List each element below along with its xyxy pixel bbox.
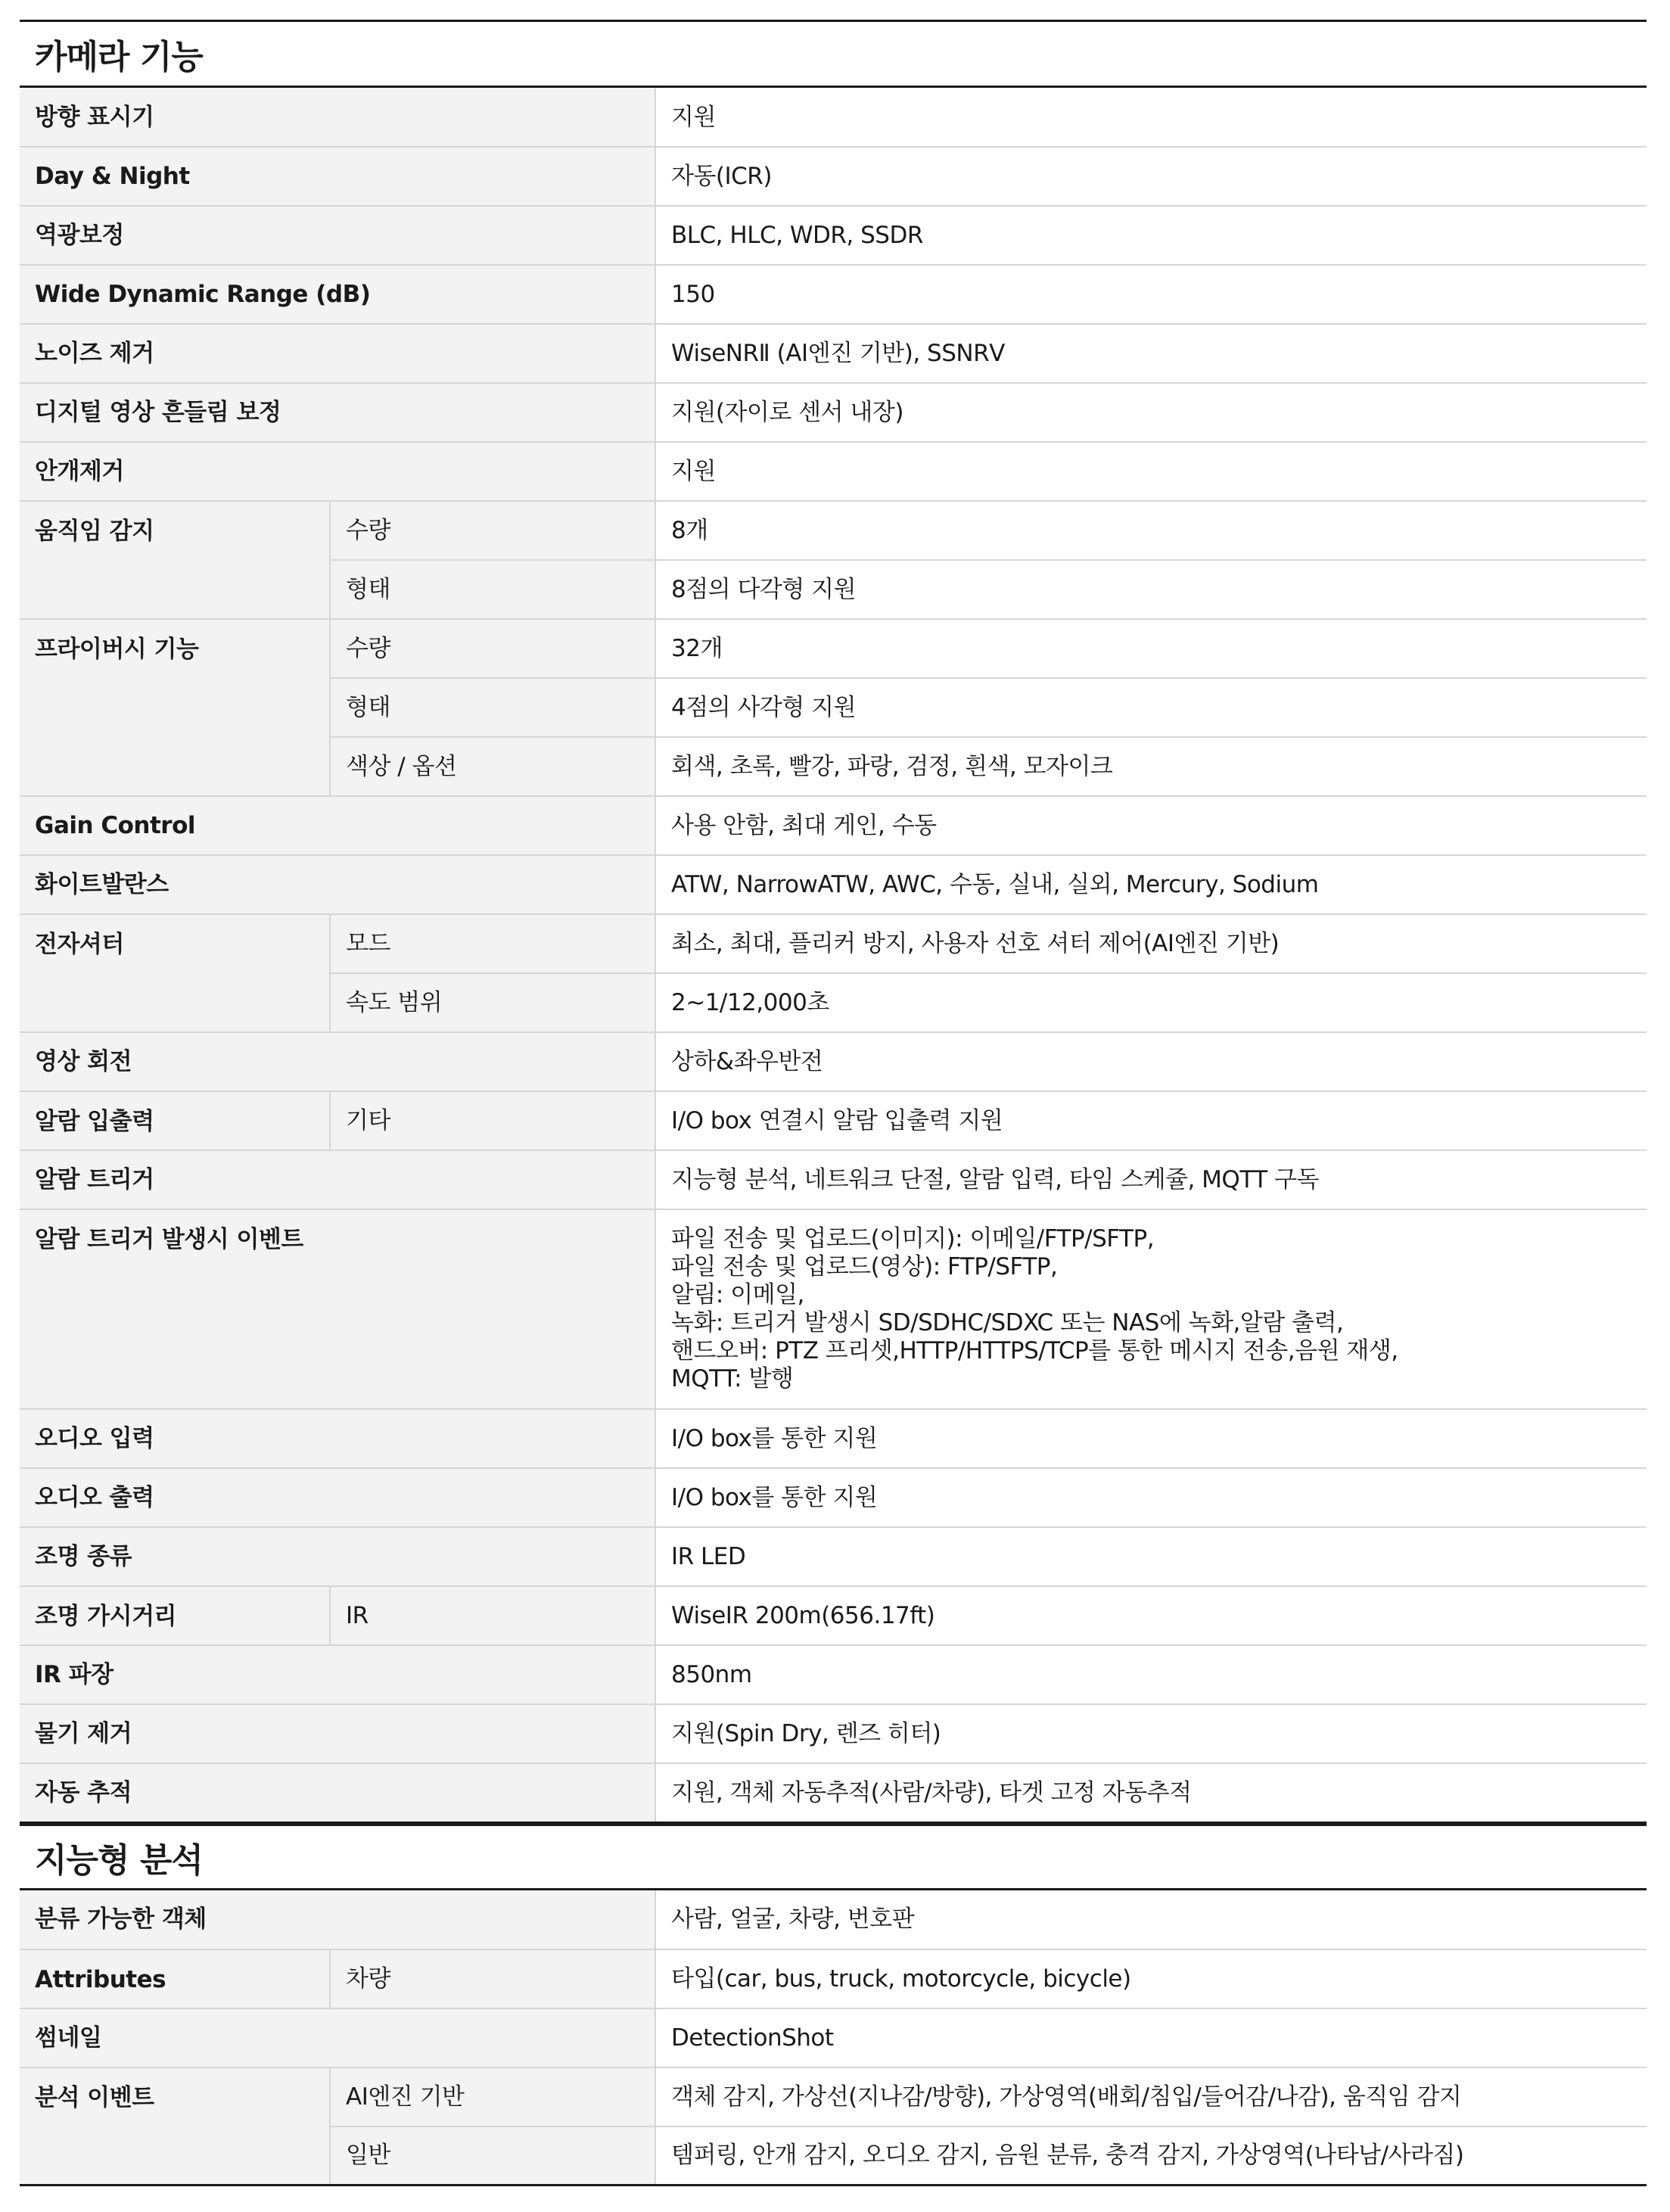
spec-label: 프라이버시 기능 [20, 619, 330, 796]
spec-value: 지원 [655, 442, 1647, 501]
spec-value: I/O box를 통한 지원 [655, 1468, 1647, 1527]
table-row [20, 619, 1647, 678]
table-row [20, 206, 1647, 265]
table-row [20, 1586, 1647, 1645]
table-row [20, 2067, 1647, 2126]
spec-table [20, 1890, 1647, 2187]
spec-sub-label: 색상 / 옵션 [330, 737, 655, 796]
spec-value: 상하&좌우반전 [655, 1032, 1647, 1091]
spec-label: 방향 표시기 [20, 88, 655, 147]
spec-sub-label: 형태 [330, 678, 655, 737]
spec-value-line: 파일 전송 및 업로드(이미지): 이메일/FTP/SFTP, [671, 1225, 1155, 1252]
spec-label: Day & Night [20, 147, 655, 206]
table-row [20, 1150, 1647, 1209]
table-row [20, 265, 1647, 324]
table-row [20, 1704, 1647, 1763]
spec-value: 32개 [655, 619, 1647, 678]
spec-sub-label: 수량 [330, 501, 655, 560]
spec-table [20, 88, 1647, 1824]
spec-sub-label: 기타 [330, 1091, 655, 1150]
spec-value: 객체 감지, 가상선(지나감/방향), 가상영역(배회/침입/들어감/나감), 움직임 감지 [655, 2067, 1647, 2126]
table-row [20, 501, 1647, 560]
spec-sub-label: 모드 [330, 914, 655, 973]
spec-label: 알람 트리거 [20, 1150, 655, 1209]
spec-label: 조명 가시거리 [20, 1586, 330, 1645]
spec-label: 분류 가능한 객체 [20, 1890, 655, 1949]
spec-label: 영상 회전 [20, 1032, 655, 1091]
spec-value-line: MQTT: 발행 [671, 1365, 794, 1392]
spec-sheet [20, 20, 1647, 2186]
table-row [20, 1763, 1647, 1822]
spec-value: BLC, HLC, WDR, SSDR [655, 206, 1647, 265]
spec-label: 알람 트리거 발생시 이벤트 [20, 1209, 655, 1409]
table-row [20, 1091, 1647, 1150]
spec-label: 알람 입출력 [20, 1091, 330, 1150]
spec-value: IR LED [655, 1527, 1647, 1586]
spec-sub-label: 형태 [330, 560, 655, 619]
table-row [20, 442, 1647, 501]
table-row [20, 1527, 1647, 1586]
spec-sub-label: 수량 [330, 619, 655, 678]
spec-label: Attributes [20, 1949, 330, 2008]
spec-value: 150 [655, 265, 1647, 324]
spec-value: I/O box 연결시 알람 입출력 지원 [655, 1091, 1647, 1150]
spec-label: 조명 종류 [20, 1527, 655, 1586]
spec-value: I/O box를 통한 지원 [655, 1409, 1647, 1468]
spec-value: 템퍼링, 안개 감지, 오디오 감지, 음원 분류, 충격 감지, 가상영역(나타남/사라짐) [655, 2126, 1647, 2186]
table-row [20, 855, 1647, 914]
spec-value: 지원, 객체 자동추적(사람/차량), 타겟 고정 자동추적 [655, 1763, 1647, 1822]
spec-value: 4점의 사각형 지원 [655, 678, 1647, 737]
table-row [20, 1209, 1647, 1409]
table-row [20, 1645, 1647, 1704]
spec-value: 자동(ICR) [655, 147, 1647, 206]
spec-value: 지능형 분석, 네트워크 단절, 알람 입력, 타임 스케쥴, MQTT 구독 [655, 1150, 1647, 1209]
spec-sub-label: 차량 [330, 1949, 655, 2008]
spec-value-line: 파일 전송 및 업로드(영상): FTP/SFTP, [671, 1253, 1058, 1280]
spec-value [655, 1209, 1647, 1409]
spec-value: 지원 [655, 88, 1647, 147]
spec-label: 화이트발란스 [20, 855, 655, 914]
table-row [20, 88, 1647, 147]
spec-value: 8개 [655, 501, 1647, 560]
spec-value: DetectionShot [655, 2008, 1647, 2067]
spec-sub-label: 속도 범위 [330, 973, 655, 1032]
spec-value: 850nm [655, 1645, 1647, 1704]
spec-value: WiseIR 200m(656.17ft) [655, 1586, 1647, 1645]
spec-value: 사용 안함, 최대 게인, 수동 [655, 796, 1647, 855]
spec-sub-label: AI엔진 기반 [330, 2067, 655, 2126]
spec-value: 타입(car, bus, truck, motorcycle, bicycle) [655, 1949, 1647, 2008]
spec-label: 디지털 영상 흔들림 보정 [20, 383, 655, 442]
table-row [20, 2008, 1647, 2067]
spec-label: 전자셔터 [20, 914, 330, 1032]
section-title: 카메라 기능 [20, 20, 1647, 88]
spec-label: 썸네일 [20, 2008, 655, 2067]
table-row [20, 1890, 1647, 1949]
spec-value: 회색, 초록, 빨강, 파랑, 검정, 흰색, 모자이크 [655, 737, 1647, 796]
spec-label: 오디오 출력 [20, 1468, 655, 1527]
spec-value: 사람, 얼굴, 차량, 번호판 [655, 1890, 1647, 1949]
table-row [20, 796, 1647, 855]
spec-label: 노이즈 제거 [20, 324, 655, 383]
table-row [20, 914, 1647, 973]
spec-label: 오디오 입력 [20, 1409, 655, 1468]
spec-label: 역광보정 [20, 206, 655, 265]
spec-label: 분석 이벤트 [20, 2067, 330, 2186]
spec-value-line: 알림: 이메일, [671, 1281, 804, 1308]
table-row [20, 383, 1647, 442]
section-title: 지능형 분석 [20, 1824, 1647, 1890]
table-row [20, 1949, 1647, 2008]
spec-sub-label: IR [330, 1586, 655, 1645]
spec-value: 지원(Spin Dry, 렌즈 히터) [655, 1704, 1647, 1763]
spec-value: WiseNRⅡ (AI엔진 기반), SSNRⅤ [655, 324, 1647, 383]
spec-label: 물기 제거 [20, 1704, 655, 1763]
spec-value-line: 녹화: 트리거 발생시 SD/SDHC/SDXC 또는 NAS에 녹화,알람 출력, [671, 1309, 1344, 1336]
table-row [20, 1468, 1647, 1527]
spec-value-line: 핸드오버: PTZ 프리셋,HTTP/HTTPS/TCP를 통한 메시지 전송,음원 재생, [671, 1337, 1398, 1364]
spec-value: 지원(자이로 센서 내장) [655, 383, 1647, 442]
spec-label: Wide Dynamic Range (dB) [20, 265, 655, 324]
spec-label: 움직임 감지 [20, 501, 330, 619]
spec-value: 2~1/12,000초 [655, 973, 1647, 1032]
table-row [20, 324, 1647, 383]
table-row [20, 1032, 1647, 1091]
spec-value: 최소, 최대, 플리커 방지, 사용자 선호 셔터 제어(AI엔진 기반) [655, 914, 1647, 973]
spec-label: 안개제거 [20, 442, 655, 501]
table-row [20, 147, 1647, 206]
spec-sub-label: 일반 [330, 2126, 655, 2186]
table-row [20, 1409, 1647, 1468]
spec-label: 자동 추적 [20, 1763, 655, 1822]
spec-value: 8점의 다각형 지원 [655, 560, 1647, 619]
spec-label: IR 파장 [20, 1645, 655, 1704]
spec-label: Gain Control [20, 796, 655, 855]
spec-value: ATW, NarrowATW, AWC, 수동, 실내, 실외, Mercury, Sodium [655, 855, 1647, 914]
